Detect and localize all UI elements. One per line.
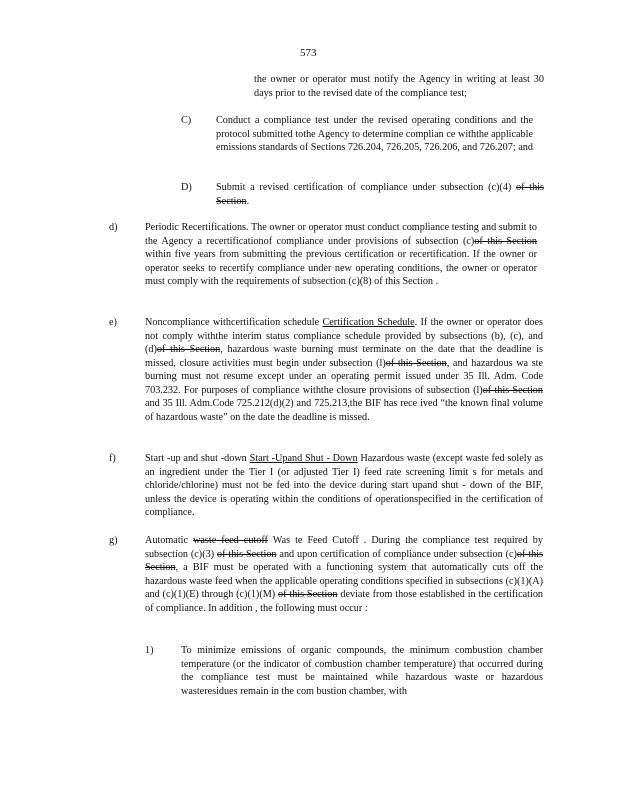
item-C-text: Conduct a compliance test under the revised operating conditions and the protocol submitted tothe Agency to determine complian ce withthe applicable emissions standards of Sections 726.204, 726.205, 726.206, and 726.207; and: [216, 115, 533, 153]
item-D-text-part: Submit a revised certification of compliance under subsection (c)(4): [216, 182, 517, 193]
item-f-text: [145, 452, 543, 520]
struck-text: of this Section: [278, 589, 338, 600]
item-f-text-part: Start -up and shut -down: [145, 453, 250, 464]
item-g-text-part: and upon certification of compliance under subsection (c): [276, 548, 517, 560]
item-f-text-part: Hazardous waste (except waste fed solely as an ingredient under the Tier I (or adjusted Tier I) feed rate screening limit s for metals and chloride/chlorine) must not be fed into the device during start upand shut - down of the BIF, unless the device is operating within the conditions of operationspecified in the certification of compliance.: [145, 453, 543, 518]
item-d: [145, 221, 537, 289]
item-g1-label: 1): [145, 645, 154, 656]
item-C-label: C): [181, 115, 192, 126]
item-g-text: [145, 534, 543, 615]
item-g1: [181, 644, 543, 698]
item-D-text: [216, 181, 544, 208]
struck-text: of this Section: [156, 344, 221, 355]
underlined-text: Certification Schedule: [322, 317, 415, 328]
item-f-label: f): [109, 453, 116, 464]
item-f: [145, 452, 543, 520]
item-D-text-part: .: [246, 195, 250, 207]
struck-text: waste feed cutoff: [193, 535, 268, 546]
struck-text: of this Section: [145, 548, 544, 573]
item-g1-text: To minimize emissions of organic compounds, the minimum combustion chamber temperature (or the indicator of combustion chamber temperature) that occurred during the compliance test must be maintained while hazardous waste or hazardous wasteresidues remain in the com bustion chamber, with: [181, 645, 543, 697]
item-d-text-part: Periodic Recertifications. The owner or operator must conduct compliance testing and submit to the Agency a recertificationof compliance under provisions of subsection (c): [145, 222, 537, 247]
continuation-text: [254, 73, 544, 100]
struck-text: of this Section: [385, 357, 447, 369]
item-D: [216, 181, 544, 208]
item-e: [145, 316, 543, 424]
item-d-text-part: within five years from submitting the previous certification or recertification. If the owner or operator seeks to recertify compliance under new operating conditions, the owner or operator must comply with the requirements of subsection (c)(8) of this Section .: [145, 249, 537, 287]
struck-text: of this Section: [474, 235, 537, 247]
item-e-text-part: and 35 Ill. Adm.Code 725.212(d)(2) and 725.213,the BIF has rece ived “the known final volume of hazardous waste” on the date the deadline is missed.: [145, 398, 543, 423]
item-e-label: e): [109, 317, 117, 328]
item-g-label: g): [109, 535, 118, 546]
item-e-text-part: . If the owner or operator does not comply withthe interim status compliance schedule provided by subsections (b), (c), and (d): [145, 317, 544, 355]
item-C: [216, 114, 533, 155]
item-d-text: [145, 221, 537, 289]
struck-text: of this Section: [482, 384, 543, 396]
item-g-text-part: deviate from those established in the certification of compliance. In addition , the following must occur :: [145, 589, 544, 614]
item-e-text-part: , hazardous waste burning must terminate on the date that the deadline is missed, closure activities must begin under subsection (l): [145, 344, 543, 369]
item-g: [145, 534, 543, 615]
item-g-text-part: , a BIF must be operated with a functioning system that automatically cuts off the hazardous waste feed when the applicable operating conditions specified in subsections (c)(1)(A) and (c)(1)(E) through (c)(1)(M): [145, 562, 543, 600]
item-e-text: [145, 316, 543, 424]
item-D-label: D): [181, 182, 192, 193]
continuation-paragraph: the owner or operator must notify the Agency in writing at least 30 days prior to the revised date of the compliance test;: [254, 74, 544, 99]
item-d-label: d): [109, 222, 118, 233]
item-g-text-part: Automatic: [145, 535, 194, 546]
page-number: 573: [300, 47, 317, 59]
struck-text: of this Section: [216, 182, 544, 207]
struck-text: of this Section: [216, 548, 277, 560]
item-g-text-part: Was te Feed Cutoff . During the compliance test required by subsection (c)(3): [145, 535, 543, 560]
underlined-text: Start -Upand Shut - Down: [249, 453, 358, 464]
item-e-text-part: Noncompliance withcertification schedule: [145, 317, 323, 328]
item-e-text-part: , and hazardous wa ste burning must not resume except under an operating permit issued under 35 Ill. Adm. Code 703.232. For purposes of compliance withthe closure provisions of subsection (l): [145, 357, 544, 396]
